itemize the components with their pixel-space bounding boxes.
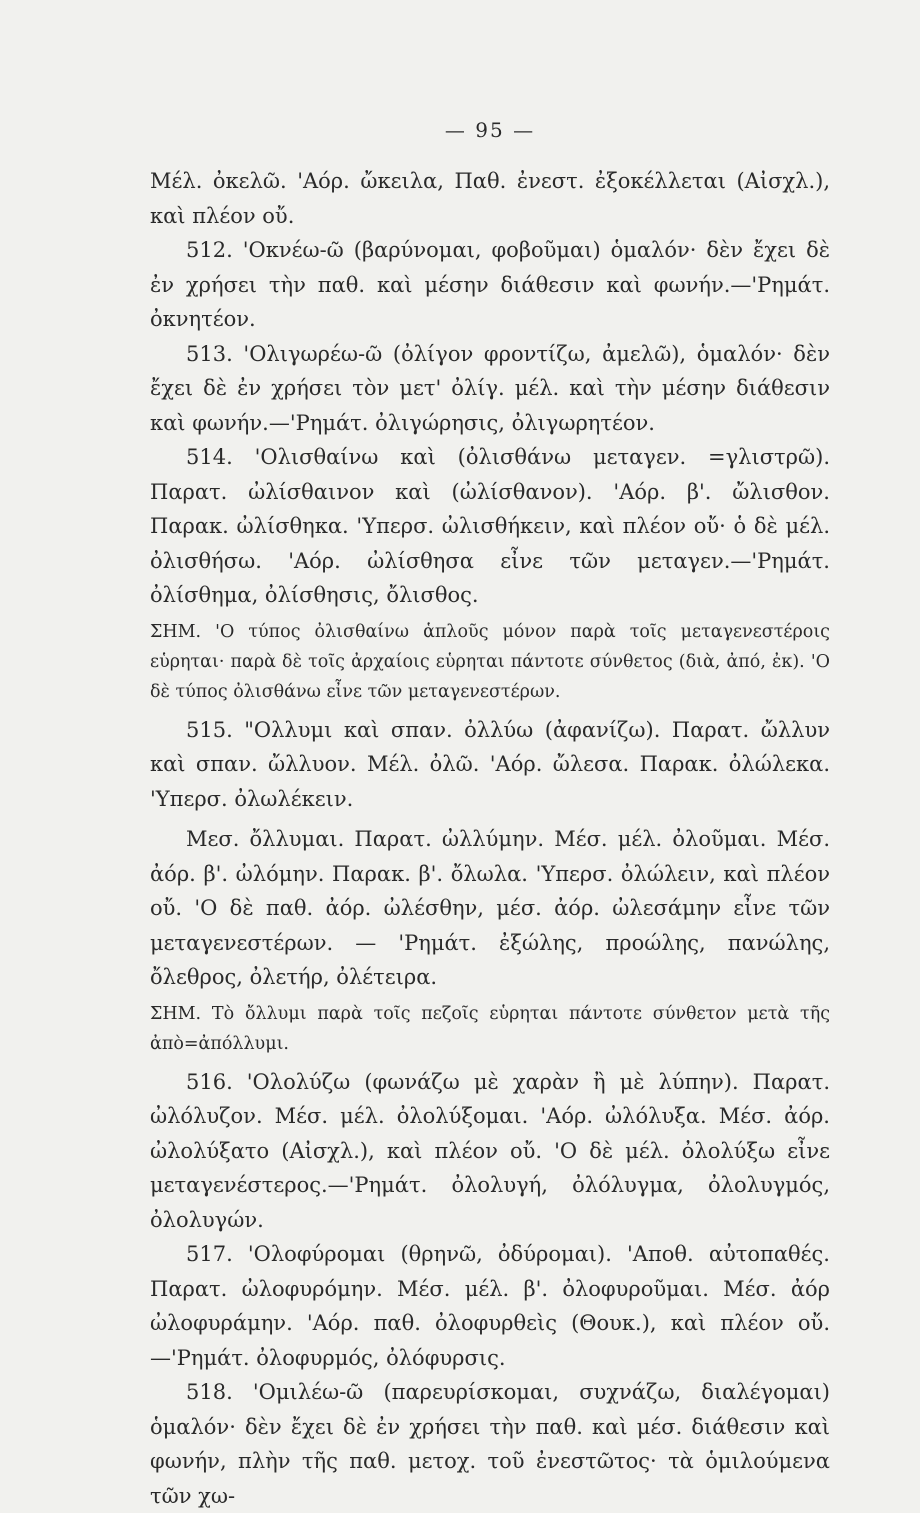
paragraph-continuation: Μέλ. ὀκελῶ. 'Αόρ. ὤκειλα, Παθ. ἐνεστ. ἐξοκέλλεται (Αἰσχλ.), καὶ πλέον οὔ.	[150, 169, 830, 228]
note-514: ΣΗΜ. 'Ο τύπος ὀλισθαίνω ἁπλοῦς μόνον παρὰ τοῖς μεταγενεστέροις εὑρηται· παρὰ δὲ τοῖς ἀρχαίοις εὑρηται πάντοτε σύνθετος (διὰ, ἀπό, ἐκ). 'Ο δὲ τύπος ὀλισθάνω εἶνε τῶν μεταγενεστέρων.	[150, 621, 830, 702]
entry-512: 512. 'Οκνέω-ῶ (βαρύνομαι, φοβοῦμαι) ὁμαλόν· δὲν ἔχει δὲ ἐν χρήσει τὴν παθ. καὶ μέσην διάθεσιν καὶ φωνήν.—'Ρημάτ. ὀκνητέον.	[150, 238, 830, 331]
entry-513: 513. 'Ολιγωρέω-ῶ (ὀλίγον φροντίζω, ἀμελῶ), ὁμαλόν· δὲν ἔχει δὲ ἐν χρήσει τὸν μετ' ὀλίγ. μέλ. καὶ τὴν μέσην διάθεσιν καὶ φωνήν.—'Ρημάτ. ὀλιγώρησις, ὀλιγωρητέον.	[150, 341, 830, 435]
entry-516: 516. 'Ολολύζω (φωνάζω μὲ χαρὰν ἢ μὲ λύπην). Παρατ. ὠλόλυζον. Μέσ. μέλ. ὀλολύξομαι. 'Αόρ. ὠλόλυξα. Μέσ. ἀόρ. ὠλολύξατο (Αἰσχλ.), καὶ πλέον οὔ. 'Ο δὲ μέλ. ὀλολύξω εἶνε μεταγενέστερος.—'Ρημάτ. ὀλολυγή, ὀλόλυγμα, ὀλολυγμός, ὀλολυγών.	[150, 1069, 830, 1232]
entry-517: 517. 'Ολοφύρομαι (θρηνῶ, ὀδύρομαι). 'Αποθ. αὐτοπαθές. Παρατ. ὠλοφυρόμην. Μέσ. μέλ. β'. ὀλοφυροῦμαι. Μέσ. ἀόρ ὠλοφυράμην. 'Αόρ. παθ. ὀλοφυρθεὶς (Θουκ.), καὶ πλέον οὔ.—'Ρημάτ. ὀλοφυρμός, ὀλόφυρσις.	[150, 1242, 830, 1370]
entry-515: 515. "Ολλυμι καὶ σπαν. ὀλλύω (ἀφανίζω). Παρατ. ὤλλυν καὶ σπαν. ὤλλυον. Μέλ. ὀλῶ. 'Αόρ. ὤλεσα. Παρακ. ὀλώλεκα. 'Υπερσ. ὀλωλέκειν.	[150, 717, 830, 811]
entry-518: 518. 'Ομιλέω-ῶ (παρευρίσκομαι, συχνάζω, διαλέγομαι) ὁμαλόν· δὲν ἔχει δὲ ἐν χρήσει τὴν παθ. καὶ μέσ. διάθεσιν καὶ φωνήν, πλὴν τῆς παθ. μετοχ. τοῦ ἐνεστῶτος· τὰ ὁμιλούμενα τῶν χω-	[150, 1380, 830, 1508]
entry-515-middle: Μεσ. ὄλλυμαι. Παρατ. ὠλλύμην. Μέσ. μέλ. ὀλοῦμαι. Μέσ. ἀόρ. β'. ὠλόμην. Παρακ. β'. ὄλωλα. 'Υπερσ. ὀλώλειν, καὶ πλέον οὔ. 'Ο δὲ παθ. ἀόρ. ὠλέσθην, μέσ. ἀόρ. ὠλεσάμην εἶνε τῶν μεταγενεστέρων. — 'Ρημάτ. ἐξώλης, προώλης, πανώλης, ὄλεθρος, ὀλετήρ, ὀλέτειρα.	[150, 827, 830, 989]
entry-514: 514. 'Ολισθαίνω καὶ (ὀλισθάνω μεταγεν. =γλιστρῶ). Παρατ. ὠλίσθαινον καὶ (ὠλίσθανον). 'Αόρ. β'. ὤλισθον. Παρακ. ὠλίσθηκα. 'Υπερσ. ὠλισθήκειν, καὶ πλέον οὔ· ὁ δὲ μέλ. ὀλισθήσω. 'Αόρ. ὠλίσθησα εἶνε τῶν μεταγεν.—'Ρημάτ. ὀλίσθημα, ὀλίσθησις, ὄλισθος.	[150, 445, 830, 607]
note-515: ΣΗΜ. Τὸ ὄλλυμι παρὰ τοῖς πεζοῖς εὑρηται πάντοτε σύνθετον μετὰ τῆς ἀπὸ=ἀπόλλυμι.	[150, 1003, 830, 1054]
page-number: — 95 —	[444, 118, 536, 142]
